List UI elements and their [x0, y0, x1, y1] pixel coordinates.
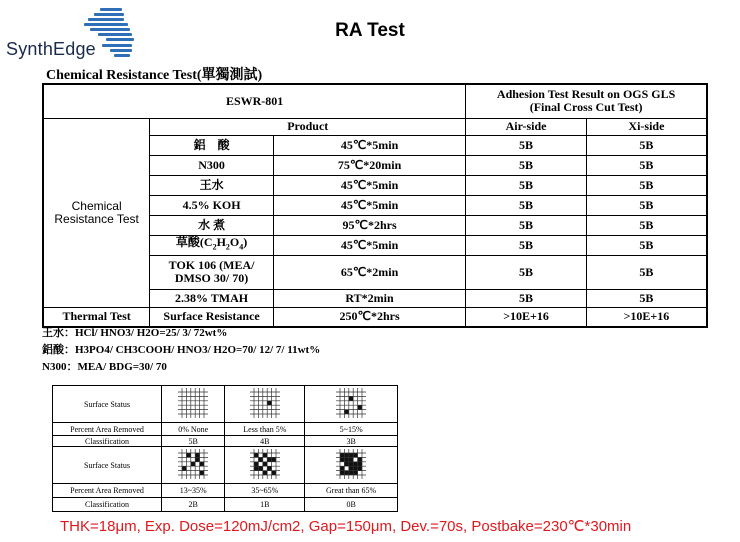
section-subtitle: Chemical Resistance Test(單獨測試): [46, 68, 263, 83]
header-material: ESWR-801: [43, 84, 466, 118]
header-product: Product: [150, 118, 466, 135]
note-line: 鋁酸：H3PO4/ CH3COOH/ HNO3/ H2O=70/ 12/ 7/ 11wt%: [42, 344, 321, 356]
logo-text: SynthEdge: [6, 39, 96, 59]
header-air-side: Air-side: [466, 118, 587, 135]
grid-2b-image: [162, 447, 225, 484]
table-row: 2.38% TMAH RT*2min 5B 5B: [43, 289, 707, 307]
table-row: 水 煮 95℃*2hrs 5B 5B: [43, 215, 707, 235]
process-conditions-footer: THK=18μm, Exp. Dose=120mJ/cm2, Gap=150μm, Dev.=70s, Postbake=230℃*30min: [60, 518, 632, 535]
note-line: N300：MEA/ BDG=30/ 70: [42, 361, 167, 373]
grid-1b-image: [225, 447, 305, 484]
oxalic-acid-cell: 草酸$(C_2H_2O_4)$: [150, 235, 274, 255]
table-row: 鋁 酸 45℃*5min 5B 5B: [43, 135, 707, 155]
header-xi-side: Xi-side: [586, 118, 707, 135]
formula-notes: [42, 325, 320, 376]
grid-0b-image: [305, 447, 398, 484]
page-title: RA Test: [335, 20, 405, 41]
table-row: 王水 45℃*5min 5B 5B: [43, 175, 707, 195]
header-adhesion: Adhesion Test Result on OGS GLS (Final Cross Cut Test): [466, 84, 707, 118]
table-row: Thermal Test Surface Resistance 250℃*2hrs >10E+16 >10E+16: [43, 307, 707, 327]
table-row: 草酸$(C_2H_2O_4)$ 45℃*5min 5B 5B: [43, 235, 707, 255]
crosscut-classification-table: Surface Status Percent Area Removed 0% None Less than 5% 5~15% Classification 5B 4B 3B Surface Status Percent Area Removed 13~35% 35~65% Great than 65% Classification 2B 1B 0B: [52, 385, 398, 512]
table-row: N300 75℃*20min 5B 5B: [43, 155, 707, 175]
chemical-resistance-table: [42, 83, 708, 328]
table-row: TOK 106 (MEA/ DMSO 30/ 70) 65℃*2min 5B 5B: [43, 255, 707, 289]
category-chemical-resistance: Chemical Resistance Test: [43, 118, 150, 307]
grid-3b-image: [305, 386, 398, 423]
table-row: 4.5% KOH 45℃*5min 5B 5B: [43, 195, 707, 215]
note-line: 王水：HCl/ HNO3/ H2O=25/ 3/ 72wt%: [42, 327, 228, 339]
grid-4b-image: [225, 386, 305, 423]
grid-5b-image: [162, 386, 225, 423]
